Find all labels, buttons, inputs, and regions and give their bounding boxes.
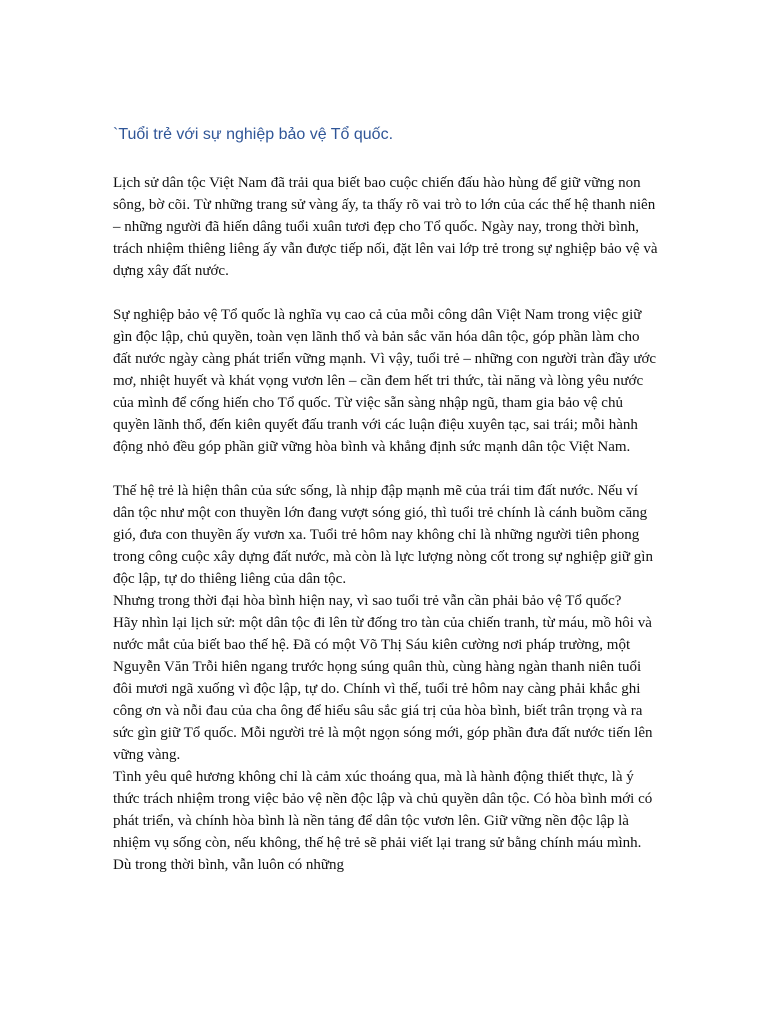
- paragraph-6: Tình yêu quê hương không chỉ là cảm xúc thoáng qua, mà là hành động thiết thực, là ý thức trách nhiệm trong việc bảo vệ nền độc lập và chủ quyền dân tộc. Có hòa bình mới có phát triển, và chính hòa bình là nền tảng để dân tộc vươn lên. Giữ vững nền độc lập là nhiệm vụ sống còn, nếu không, thế hệ trẻ sẽ phải viết lại trang sử bằng chính máu mình. Dù trong thời bình, vẫn luôn có những: [113, 769, 653, 873]
- paragraph-2: Sự nghiệp bảo vệ Tổ quốc là nghĩa vụ cao cả của mỗi công dân Việt Nam trong việc giữ gìn độc lập, chủ quyền, toàn vẹn lãnh thổ và bản sắc văn hóa dân tộc, góp phần làm cho đất nước ngày càng phát triển vững mạnh. Vì vậy, tuổi trẻ – những con người tràn đầy ước mơ, nhiệt huyết và khát vọng vươn lên – cần đem hết tri thức, tài năng và lòng yêu nước của mình để cống hiến cho Tổ quốc. Từ việc sẵn sàng nhập ngũ, tham gia bảo vệ chủ quyền lãnh thổ, đến kiên quyết đấu tranh với các luận điệu xuyên tạc, sai trái; mỗi hành động nhỏ đều góp phần giữ vững hòa bình và khẳng định sức mạnh dân tộc Việt Nam.: [113, 307, 657, 455]
- paragraph-5: Hãy nhìn lại lịch sử: một dân tộc đi lên từ đống tro tàn của chiến tranh, từ máu, mồ hôi và nước mắt của biết bao thế hệ. Đã có một Võ Thị Sáu kiên cường nơi pháp trường, một Nguyễn Văn Trỗi hiên ngang trước họng súng quân thù, cùng hàng ngàn thanh niên tuổi đôi mươi ngã xuống vì độc lập, tự do. Chính vì thế, tuổi trẻ hôm nay càng phải khắc ghi công ơn và nỗi đau của cha ông để hiểu sâu sắc giá trị của hòa bình, biết trân trọng và ra sức gìn giữ Tổ quốc. Mỗi người trẻ là một ngọn sóng mới, góp phần đưa đất nước tiến lên vững vàng.: [113, 615, 653, 763]
- paragraph-3: Thế hệ trẻ là hiện thân của sức sống, là nhịp đập mạnh mẽ của trái tim đất nước. Nếu ví dân tộc như một con thuyền lớn đang vượt sóng gió, thì tuổi trẻ chính là cánh buồm căng gió, đưa con thuyền ấy vươn xa. Tuổi trẻ hôm nay không chỉ là những người tiên phong trong công cuộc xây dựng đất nước, mà còn là lực lượng nòng cốt trong sự nghiệp giữ gìn độc lập, tự do thiêng liêng của dân tộc.: [113, 483, 653, 587]
- document-body: [113, 124, 658, 876]
- document-heading: `Tuổi trẻ với sự nghiệp bảo vệ Tổ quốc.: [113, 126, 394, 143]
- paragraph-4: Nhưng trong thời đại hòa bình hiện nay, vì sao tuổi trẻ vẫn cần phải bảo vệ Tổ quốc?: [113, 593, 622, 609]
- paragraph-1: Lịch sử dân tộc Việt Nam đã trải qua biết bao cuộc chiến đấu hào hùng để giữ vững non sông, bờ cõi. Từ những trang sử vàng ấy, ta thấy rõ vai trò to lớn của các thế hệ thanh niên – những người đã hiến dâng tuổi xuân tươi đẹp cho Tổ quốc. Ngày nay, trong thời bình, trách nhiệm thiêng liêng ấy vẫn được tiếp nối, đặt lên vai lớp trẻ trong sự nghiệp bảo vệ và dựng xây đất nước.: [113, 175, 658, 279]
